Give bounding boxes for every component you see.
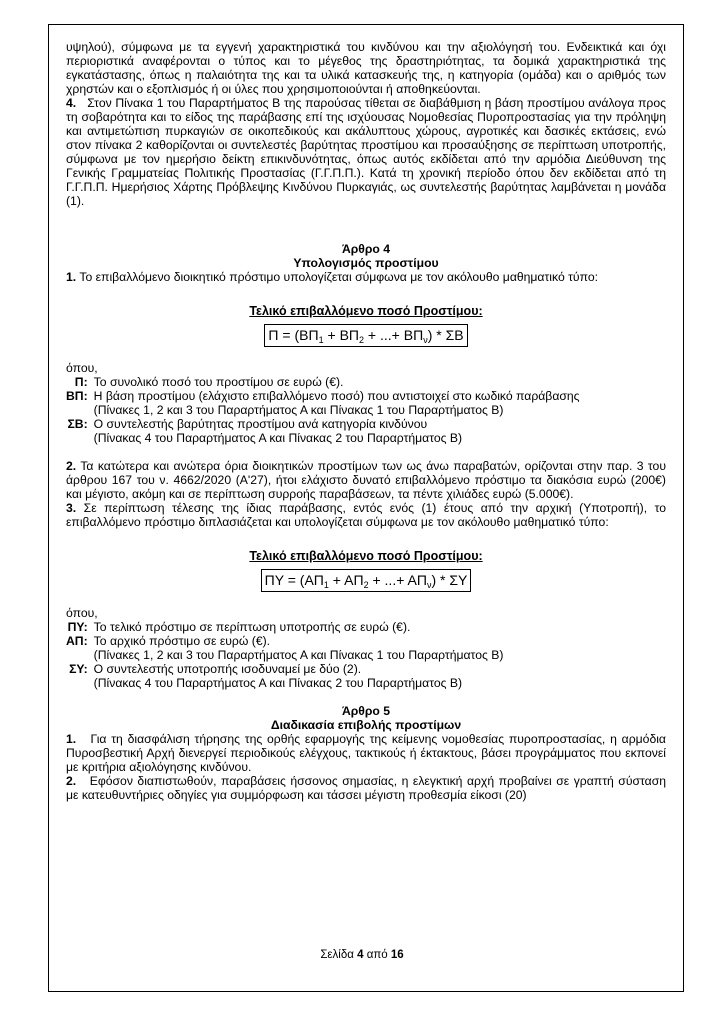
definition-text: Η βάση προστίμου (ελάχιστο επιβαλλόμενο ποσό) που αντιστοιχεί στο κωδικό παράβασης (Πίνακες 1, 2 και 3 του Παραρτήματος Α και Πίνακας 1 του Παραρτήματος Β) xyxy=(93,389,580,417)
paragraph-number: 2. xyxy=(66,459,77,473)
definition-row xyxy=(66,389,580,417)
article-4-paragraph-1 xyxy=(66,270,666,284)
definitions-list-1 xyxy=(66,375,580,445)
definition-symbol: ΣΒ: xyxy=(67,417,88,431)
definition-note: (Πίνακες 1, 2 και 3 του Παραρτήματος Α και Πίνακας 1 του Παραρτήματος Β) xyxy=(93,648,504,662)
page-footer: Σελίδα 4 από 16 xyxy=(320,949,404,961)
page-content xyxy=(66,40,666,802)
definition-row xyxy=(66,662,503,690)
definition-text: Το αρχικό πρόστιμο σε ευρώ (€). (Πίνακες 1, 2 και 3 του Παραρτήματος Α και Πίνακας 1 του Παραρτήματος Β) xyxy=(93,634,504,662)
formula-2-title: Τελικό επιβαλλόμενο ποσό Προστίμου: xyxy=(249,549,483,563)
definition-text: Το συνολικό ποσό του προστίμου σε ευρώ (€). xyxy=(93,375,344,389)
definition-symbol: ΑΠ: xyxy=(66,634,88,648)
definition-row xyxy=(66,634,503,662)
article-4-paragraph-2 xyxy=(66,459,666,501)
paragraph-text: Εφόσον διαπιστωθούν, παραβάσεις ήσσονος σημασίας, η ελεγκτική αρχή προβαίνει σε γραπτή σύσταση με κατευθυντήριες οδηγίες για συμμόρφωση και τάσσει μέγιστη προθεσμία είκοσι (20) xyxy=(66,774,666,802)
definition-text: Το τελικό πρόστιμο σε περίπτωση υποτροπής σε ευρώ (€). xyxy=(93,620,411,634)
total-pages: 16 xyxy=(390,949,404,961)
formula-1: $\Pi = (B\Pi_1 + B\Pi_2$ + ...+ $B\Pi_\nu$) * ΣΒ xyxy=(264,324,467,347)
paragraph-number: 3. xyxy=(66,501,77,515)
paragraph-number: 2. xyxy=(66,774,77,788)
paragraph-number: 1. xyxy=(66,732,77,746)
paragraph-text: Τα κατώτερα και ανώτερα όρια διοικητικών προστίμων των ως άνω παραβατών, ορίζονται στην παρ. 3 του άρθρου 167 του ν. 4662/2020 (Α'27), ήτοι ελάχιστο δυνατό επιβαλλόμενο πρόστιμο τα διακόσια ευρώ (200€) και μέγιστο, ακόμη και σε περίπτωση συρροής παραβάσεων, τα πέντε χιλιάδες ευρώ (5.000€). xyxy=(66,459,666,501)
article-5-paragraph-1 xyxy=(66,732,666,774)
article-5-heading: Άρθρο 5 xyxy=(341,704,391,718)
definition-text: Ο συντελεστής βαρύτητας προστίμου ανά κατηγορία κινδύνου (Πίνακας 4 του Παραρτήματος Α και Πίνακας 2 του Παραρτήματος Β) xyxy=(94,417,580,445)
definitions-list-2 xyxy=(66,620,503,690)
definition-note: (Πίνακας 4 του Παραρτήματος Α και Πίνακας 2 του Παραρτήματος Β) xyxy=(93,676,463,690)
paragraph-number: 1. xyxy=(66,270,77,284)
where-label: όπου, xyxy=(66,606,98,620)
paragraph-text: Στον Πίνακα 1 του Παραρτήματος Β της παρούσας τίθεται σε διαβάθμιση η βάση προστίμου ανάλογα προς τη σοβαρότητα και το είδος της παράβασης επί της ισχύουσας Νομοθεσίας Πυροπροστασίας για την πρόληψη και αντιμετώπιση πυρκαγιών σε οικοπεδικούς και ακάλυπτους χώρους, αγροτικές και δασικές εκτάσεις, ενώ στον πίνακα 2 καθορίζονται οι συντελεστές βαρύτητας προστίμου και προσαύξησης σε περίπτωση υποτροπής, σύμφωνα με τον ημερήσιο δείκτη επικινδυνότητας, όπως αυτός εκδίδεται από την αρμόδια Διεύθυνση της Γενικής Γραμματείας Πολιτικής Προστασίας (Γ.Γ.Π.Π.). Κατά τη χρονική περίοδο όπου δεν εκδίδεται από τη Γ.Γ.Π.Π. Ημερήσιος Χάρτης Πρόβλεψης Κινδύνου Πυρκαγιάς, ως συντελεστής βαρύτητας λαμβάνεται η μονάδα (1). xyxy=(66,96,666,208)
paragraph-4 xyxy=(66,96,666,208)
where-label: όπου, xyxy=(66,361,98,375)
current-page-number: 4 xyxy=(357,949,364,961)
formula-2: $\Pi\Upsilon = (A\Pi_1 + A\Pi_2$ + ...+ $A\Pi_\nu$) * ΣΥ xyxy=(261,569,472,592)
article-4-subheading: Υπολογισμός προστίμου xyxy=(293,256,439,270)
article-4-paragraph-3 xyxy=(66,501,666,529)
definition-note: (Πίνακας 4 του Παραρτήματος Α και Πίνακας 2 του Παραρτήματος Β) xyxy=(93,431,463,445)
definition-row xyxy=(66,417,580,445)
definition-row xyxy=(66,375,580,389)
paragraph-text: Σε περίπτωση τέλεσης της ίδιας παράβασης, εντός ενός (1) έτους από την αρχική (Υποτροπή), το επιβαλλόμενο πρόστιμο διπλασιάζεται και υπολογίζεται σύμφωνα με τον ακόλουθο μαθηματικό τύπο: xyxy=(66,501,666,529)
definition-symbol: ΒΠ: xyxy=(66,389,88,403)
article-4-heading: Άρθρο 4 xyxy=(341,242,391,256)
article-5-paragraph-2 xyxy=(66,774,666,802)
paragraph-text: Το επιβαλλόμενο διοικητικό πρόστιμο υπολογίζεται σύμφωνα με τον ακόλουθο μαθηματικό τύπο: xyxy=(79,270,598,284)
definition-text: Ο συντελεστής υποτροπής ισοδυναμεί με δύο (2). (Πίνακας 4 του Παραρτήματος Α και Πίνακας 2 του Παραρτήματος Β) xyxy=(94,662,504,690)
formula-1-title: Τελικό επιβαλλόμενο ποσό Προστίμου: xyxy=(249,304,483,318)
paragraph-number: 4. xyxy=(66,96,77,110)
definition-row xyxy=(66,620,503,634)
definition-symbol: Π: xyxy=(74,375,88,389)
definition-note: (Πίνακες 1, 2 και 3 του Παραρτήματος Α και Πίνακας 1 του Παραρτήματος Β) xyxy=(93,403,504,417)
intro-paragraph: υψηλού), σύμφωνα με τα εγγενή χαρακτηριστικά του κινδύνου και την αξιολόγησή του. Ενδεικτικά και όχι περιοριστικά αναφέρονται ο τύπος και το μέγεθος της δραστηριότητας, τα δομικά χαρακτηριστικά της εγκατάστασης, όπως η παλαιότητα της και τα υλικά κατασκευής της, η κατηγορία (ομάδα) και ο αριθμός των χρηστών και ο εξοπλισμός ή οι ύλες που χρησιμοποιούνται ή αποθηκεύονται. xyxy=(66,40,666,96)
article-5-subheading: Διαδικασία επιβολής προστίμων xyxy=(270,718,462,732)
paragraph-text: Για τη διασφάλιση τήρησης της ορθής εφαρμογής της κείμενης νομοθεσίας πυροπροστασίας, η αρμόδια Πυροσβεστική Αρχή διενεργεί περιοδικούς ελέγχους, τακτικούς ή έκτακτους, βάσει προγράμματος που εκπονεί με κριτήρια αξιολόγησης κινδύνου. xyxy=(66,732,666,774)
definition-symbol: ΠΥ: xyxy=(67,620,88,634)
definition-symbol: ΣΥ: xyxy=(69,662,88,676)
